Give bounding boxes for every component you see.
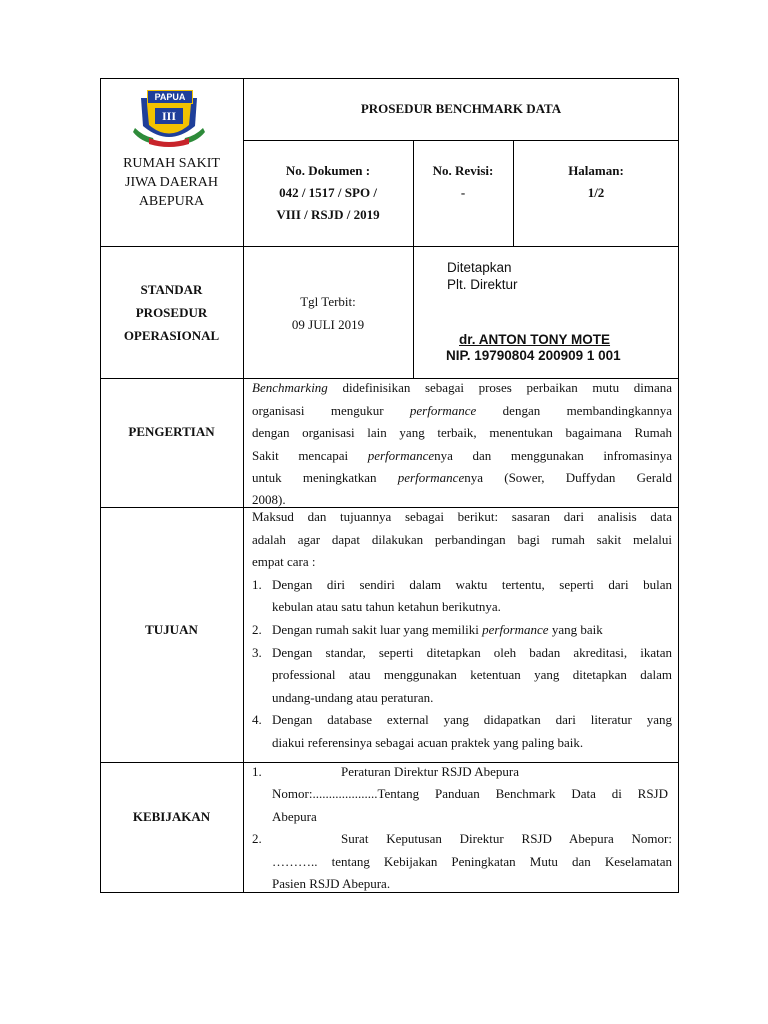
section-label-tujuan: TUJUAN bbox=[145, 622, 198, 637]
list-item: Peraturan Direktur RSJD Abepura bbox=[341, 764, 519, 779]
revision-value: - bbox=[460, 185, 466, 200]
list-number: 1. bbox=[252, 764, 262, 779]
page-value: 1/2 bbox=[587, 185, 605, 200]
spo-label: STANDAR PROSEDUR OPERASIONAL bbox=[123, 282, 220, 343]
list-item: Nomor:....................Tentang Panduan Benchmark Data di RSJD bbox=[272, 786, 668, 801]
paragraph-line: 2008). bbox=[252, 492, 286, 507]
list-item: undang-undang atau peraturan. bbox=[272, 690, 434, 705]
institution-name: RUMAH SAKIT JIWA DAERAH ABEPURA bbox=[123, 156, 220, 209]
list-number: 1. bbox=[252, 577, 262, 592]
list-number: 4. bbox=[252, 712, 262, 727]
row-divider bbox=[100, 246, 679, 247]
paragraph-line: Sakit mencapai performancenya dan menggunakan infromasinya bbox=[252, 448, 672, 463]
doc-number-label: No. Dokumen : bbox=[285, 163, 371, 178]
list-number: 2. bbox=[252, 831, 262, 846]
list-item: Pasien RSJD Abepura. bbox=[272, 876, 391, 891]
row-divider bbox=[243, 140, 679, 141]
hospital-logo bbox=[133, 88, 205, 150]
page-label: Halaman: bbox=[568, 163, 624, 178]
revision-label: No. Revisi: bbox=[432, 163, 494, 178]
list-item: professional atau menggunakan ketentuan yang ditetapkan dalam bbox=[272, 667, 672, 682]
list-item: Surat Keputusan Direktur RSJD Abepura Nomor: bbox=[341, 831, 672, 846]
paragraph-line: adalah agar dapat dilakukan perbandingan bagi rumah sakit melalui bbox=[252, 532, 672, 547]
signer-name: dr. ANTON TONY MOTE bbox=[459, 332, 611, 347]
list-item: kebulan atau satu tahun ketahun berikutnya. bbox=[272, 599, 501, 614]
issue-date: 09 JULI 2019 bbox=[291, 317, 365, 332]
doc-number-line: 042 / 1517 / SPO / bbox=[279, 185, 377, 200]
paragraph-line: empat cara : bbox=[252, 554, 316, 569]
list-item: Dengan rumah sakit luar yang memiliki performance yang baik bbox=[272, 622, 603, 637]
list-item: Dengan diri sendiri dalam waktu tertentu, seperti dari bulan bbox=[272, 577, 672, 592]
paragraph-line: Benchmarking didefinisikan sebagai proses perbaikan mutu dimana bbox=[252, 380, 672, 395]
svg-text:III: III bbox=[161, 109, 177, 123]
issue-date-label: Tgl Terbit: bbox=[300, 294, 356, 309]
signer-nip: NIP. 19790804 200909 1 001 bbox=[446, 348, 621, 363]
section-label-kebijakan: KEBIJAKAN bbox=[132, 809, 211, 824]
document-title: PROSEDUR BENCHMARK DATA bbox=[360, 101, 562, 116]
paragraph-line: untuk meningkatkan performancenya (Sower, Duffydan Gerald bbox=[252, 470, 672, 485]
section-label-pengertian: PENGERTIAN bbox=[128, 424, 215, 439]
paragraph-line: organisasi mengukur performance dengan membandingkannya bbox=[252, 403, 672, 418]
list-item: ……….. tentang Kebijakan Peningkatan Mutu dan Keselamatan bbox=[272, 854, 672, 869]
approval-label: Ditetapkan bbox=[447, 260, 512, 275]
logo-banner: PAPUA bbox=[147, 90, 193, 104]
list-item: Dengan standar, seperti ditetapkan oleh badan akreditasi, ikatan bbox=[272, 645, 672, 660]
list-number: 2. bbox=[252, 622, 262, 637]
approval-role: Plt. Direktur bbox=[447, 277, 518, 292]
paragraph-line: Maksud dan tujuannya sebagai berikut: sasaran dari analisis data bbox=[252, 509, 672, 524]
list-item: diakui referensinya sebagai acuan praktek yang paling baik. bbox=[272, 735, 584, 750]
list-item: Dengan database external yang didapatkan dari literatur yang bbox=[272, 712, 672, 727]
doc-number-line: VIII / RSJD / 2019 bbox=[276, 207, 380, 222]
list-number: 3. bbox=[252, 645, 262, 660]
list-item: Abepura bbox=[272, 809, 317, 824]
paragraph-line: dengan organisasi lain yang terbaik, menentukan bagaimana Rumah bbox=[252, 425, 672, 440]
